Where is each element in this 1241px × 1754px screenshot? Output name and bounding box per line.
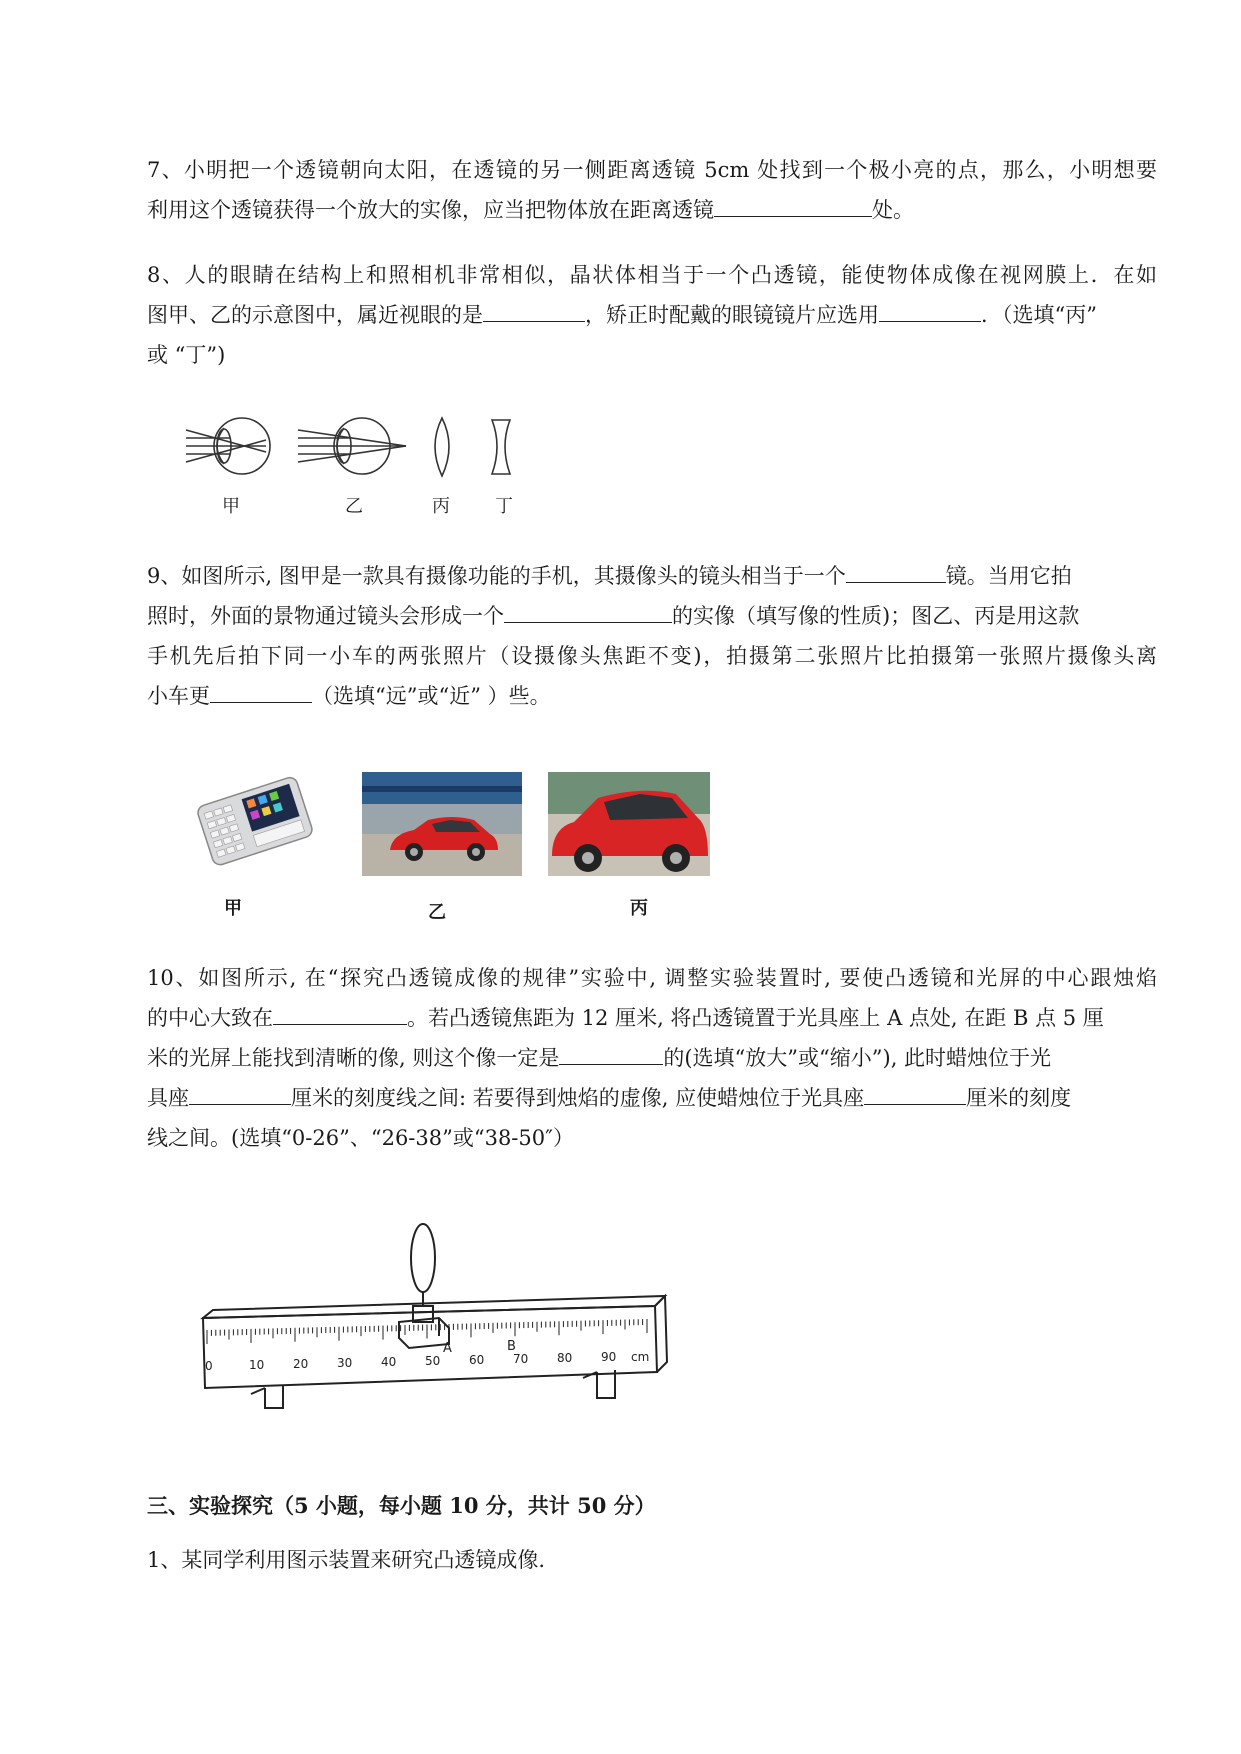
q10-line-3-text: 米的光屏上能找到清晰的像, 则这个像一定是 (147, 1046, 560, 1070)
eye-diagram-jia (186, 418, 270, 474)
section-3-heading: 三、实验探究（5 小题，每小题 10 分，共计 50 分） (147, 1493, 656, 1518)
bench-lens (411, 1224, 435, 1292)
question-10 (147, 958, 1157, 1158)
tick-label-20: 20 (293, 1357, 309, 1371)
q9-line-1-text: 9、如图所示, 图甲是一款具有摄像功能的手机，其摄像头的镜头相当于一个 (147, 564, 846, 588)
q9-line-2-end: 的实像（填写像的性质)；图乙、丙是用这款 (672, 604, 1080, 628)
q9-label-bing: 丙 (630, 898, 648, 919)
tick-label-80: 80 (557, 1351, 573, 1365)
q7-line-2-text: 利用这个透镜获得一个放大的实像，应当把物体放在距离透镜 (147, 198, 714, 222)
q10-answer-blank-1[interactable] (273, 998, 407, 1025)
q8-line-1: 8、人的眼睛在结构上和照相机非常相似，晶状体相当于一个凸透镜，能使物体成像在视网膜上．在如 (147, 263, 1157, 287)
q7-line-1: 7、小明把一个透镜朝向太阳，在透镜的另一侧距离透镜 5cm 处找到一个极小亮的点，那么，小明想要 (147, 158, 1157, 182)
tick-label-50: 50 (425, 1354, 441, 1368)
q7-line-2-end: 处。 (872, 198, 914, 222)
question-8 (147, 255, 1157, 375)
tick-label-70: 70 (513, 1352, 529, 1366)
q10-line-1: 10、如图所示, 在“探究凸透镜成像的规律”实验中, 调整实验装置时, 要使凸透镜和光屏的中心跟烛焰 (147, 966, 1157, 990)
q10-answer-blank-2[interactable] (559, 1038, 663, 1065)
tick-label-cm: cm (631, 1350, 650, 1364)
question-9 (147, 556, 1157, 716)
car-near-icon (548, 772, 710, 876)
tick-label-40: 40 (381, 1355, 397, 1369)
q7-answer-blank[interactable] (714, 190, 872, 217)
q10-line-2-end: 。若凸透镜焦距为 12 厘米, 将凸透镜置于光具座上 A 点处, 在距 B 点 5 厘 (407, 1006, 1104, 1030)
question-7 (147, 150, 1157, 230)
q10-line-2-text: 的中心大致在 (147, 1006, 273, 1030)
convex-lens-bing (435, 418, 449, 476)
tick-label-10: 10 (249, 1358, 265, 1372)
q9-car-photo-yi (362, 772, 522, 876)
q9-line-4-end: （选填“远”或“近” ）些。 (312, 684, 551, 708)
q9-line-4-text: 小车更 (147, 684, 210, 708)
tick-label-30: 30 (337, 1356, 353, 1370)
q9-line-1-end: 镜。当用它拍 (945, 564, 1072, 588)
eye-diagram-yi (298, 418, 406, 474)
q10-answer-blank-4[interactable] (864, 1078, 966, 1105)
section-3-question-1: 1、某同学利用图示装置来研究凸透镜成像. (147, 1548, 546, 1572)
q9-label-jia: 甲 (224, 898, 242, 919)
bench-leg-left (265, 1386, 283, 1408)
q8-line-2-end: ．（选填“丙” (981, 303, 1097, 327)
q8-line-2-mid: ，矫正时配戴的眼镜镜片应选用 (585, 303, 879, 327)
q8-line-2-text: 图甲、乙的示意图中，属近视眼的是 (147, 303, 483, 327)
q10-line-5: 线之间。(选填“0-26”、“26-38”或“38-50″） (147, 1126, 574, 1150)
q8-label-ding: 丁 (495, 496, 513, 517)
q8-line-3: 或 “丁”) (147, 343, 226, 367)
bench-point-a: A (443, 1341, 452, 1356)
tick-label-60: 60 (469, 1353, 485, 1367)
q9-line-2-text: 照时，外面的景物通过镜头会形成一个 (147, 604, 504, 628)
q8-label-bing: 丙 (432, 496, 450, 517)
q8-answer-blank-1[interactable] (483, 295, 585, 322)
bench-point-b: B (507, 1339, 516, 1354)
tick-label-0: 0 (205, 1359, 213, 1373)
q8-label-yi: 乙 (345, 496, 363, 517)
q9-answer-blank-3[interactable] (210, 676, 312, 703)
q9-label-yi: 乙 (428, 902, 446, 923)
q9-car-photo-bing (548, 772, 710, 876)
car-far-icon (362, 772, 522, 876)
q10-line-3-end: 的(选填“放大”或“缩小”), 此时蜡烛位于光 (663, 1046, 1052, 1070)
q10-line-4-end: 厘米的刻度 (966, 1086, 1072, 1110)
q8-label-jia: 甲 (222, 496, 240, 517)
q9-phone-image (190, 768, 320, 868)
q9-answer-blank-1[interactable] (846, 556, 946, 583)
q10-answer-blank-3[interactable] (189, 1078, 291, 1105)
q9-answer-blank-2[interactable] (504, 596, 672, 623)
concave-lens-ding (492, 420, 510, 474)
tick-label-90: 90 (601, 1350, 617, 1364)
q9-line-3: 手机先后拍下同一小车的两张照片（设摄像头焦距不变)，拍摄第二张照片比拍摄第一张照片摄像头离 (147, 644, 1157, 668)
q10-line-4-mid: 厘米的刻度线之间: 若要得到烛焰的虚像, 应使蜡烛位于光具座 (291, 1086, 865, 1110)
q8-answer-blank-2[interactable] (879, 295, 981, 322)
q10-line-4-text: 具座 (147, 1086, 189, 1110)
q10-optical-bench-figure (195, 1222, 675, 1422)
